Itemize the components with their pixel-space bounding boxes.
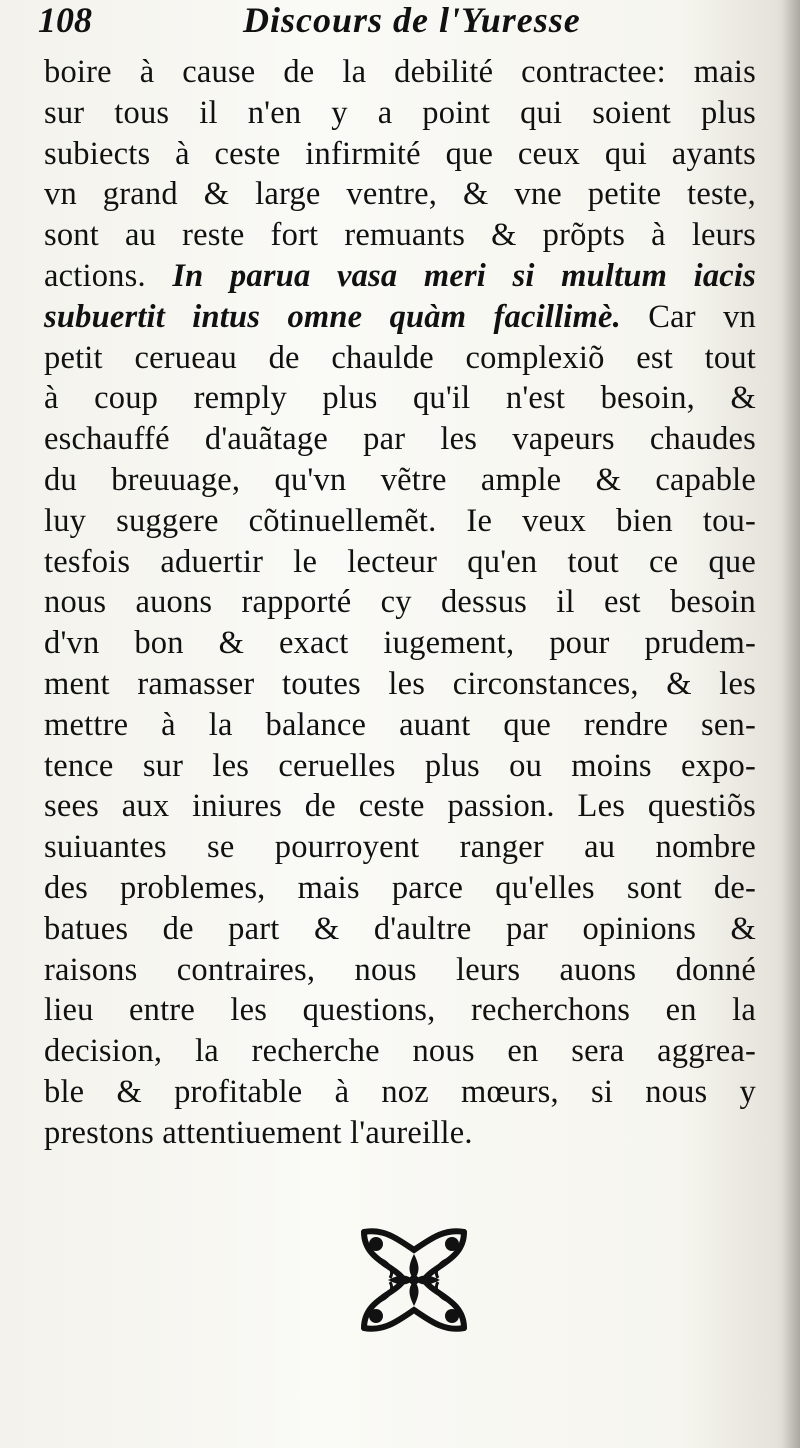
text-line [44,460,756,501]
running-title: Discours de l'Yuresse [243,0,581,40]
text-line [44,705,756,746]
text-line [44,623,756,664]
text-run: actions. [44,257,173,294]
text-line [44,950,756,991]
text-run: à coup remply plus qu'il n'est besoin, & [44,380,756,417]
text-line [44,378,756,419]
text-run: prestons attentiuement l'aureille. [44,1114,473,1151]
latin-quotation: In parua vasa meri si multum iacis [172,257,757,294]
text-run: ment ramasser toutes les circonstances, & les [44,665,756,702]
text-line [44,868,756,909]
text-run: eschauffé d'auãtage par les vapeurs chaudes [44,421,756,458]
text-run: Car vn [620,298,756,335]
text-line [44,256,756,297]
text-line [44,786,756,827]
text-run: subiects à ceste infirmité que ceux qui ayants [44,135,756,172]
text-line [44,501,756,542]
text-run: lieu entre les questions, recherchons en la [44,992,756,1029]
text-run: du breuuage, qu'vn vẽtre ample & capable [44,461,756,498]
text-line [44,1072,756,1113]
text-line [44,297,756,338]
text-line [44,174,756,215]
text-line [44,134,756,175]
text-run: vn grand & large ventre, & vne petite teste, [44,176,756,213]
text-line [44,827,756,868]
text-run: petit cerueau de chaulde complexiõ est tout [44,339,756,376]
text-line [44,746,756,787]
text-line [44,338,756,379]
text-run: luy suggere cõtinuellemẽt. Ie veux bien tou- [44,502,756,539]
text-run: des problemes, mais parce qu'elles sont de- [44,869,756,906]
text-line [44,582,756,623]
text-run: sees aux iniures de ceste passion. Les questiõs [44,788,756,825]
text-line [44,419,756,460]
text-run: sont au reste fort remuants & prõpts à leurs [44,217,756,254]
page-number: 108 [38,0,92,40]
text-line [44,664,756,705]
text-run: d'vn bon & exact iugement, pour prudem- [44,625,756,662]
text-run: mettre à la balance auant que rendre sen- [44,706,756,743]
text-line [44,542,756,583]
latin-quotation: subuertit intus omne quàm facillimè. [44,298,621,335]
text-run: tesfois aduertir le lecteur qu'en tout ce que [44,543,756,580]
text-run: nous auons rapporté cy dessus il est besoin [44,584,756,621]
text-line [44,990,756,1031]
text-line [44,1031,756,1072]
text-run: boire à cause de la debilité contractee: mais [44,54,756,90]
fleuron-ornament-icon [354,1220,474,1340]
page-edge-shadow [782,0,800,1448]
text-line [44,93,756,134]
text-run: sur tous il n'en y a point qui soient plus [44,94,756,131]
text-run: batues de part & d'aultre par opinions & [44,910,756,947]
text-line [44,215,756,256]
text-run: suiuantes se pourroyent ranger au nombre [44,829,756,866]
text-run: raisons contraires, nous leurs auons donné [44,951,756,988]
text-line [44,1113,756,1154]
text-run: decision, la recherche nous en sera aggrea- [44,1033,756,1070]
running-head [38,0,758,44]
body-text [44,52,756,1154]
text-line [44,52,756,93]
text-run: tence sur les ceruelles plus ou moins expo- [44,747,756,784]
text-line [44,909,756,950]
text-run: ble & profitable à noz mœurs, si nous y [44,1073,756,1110]
